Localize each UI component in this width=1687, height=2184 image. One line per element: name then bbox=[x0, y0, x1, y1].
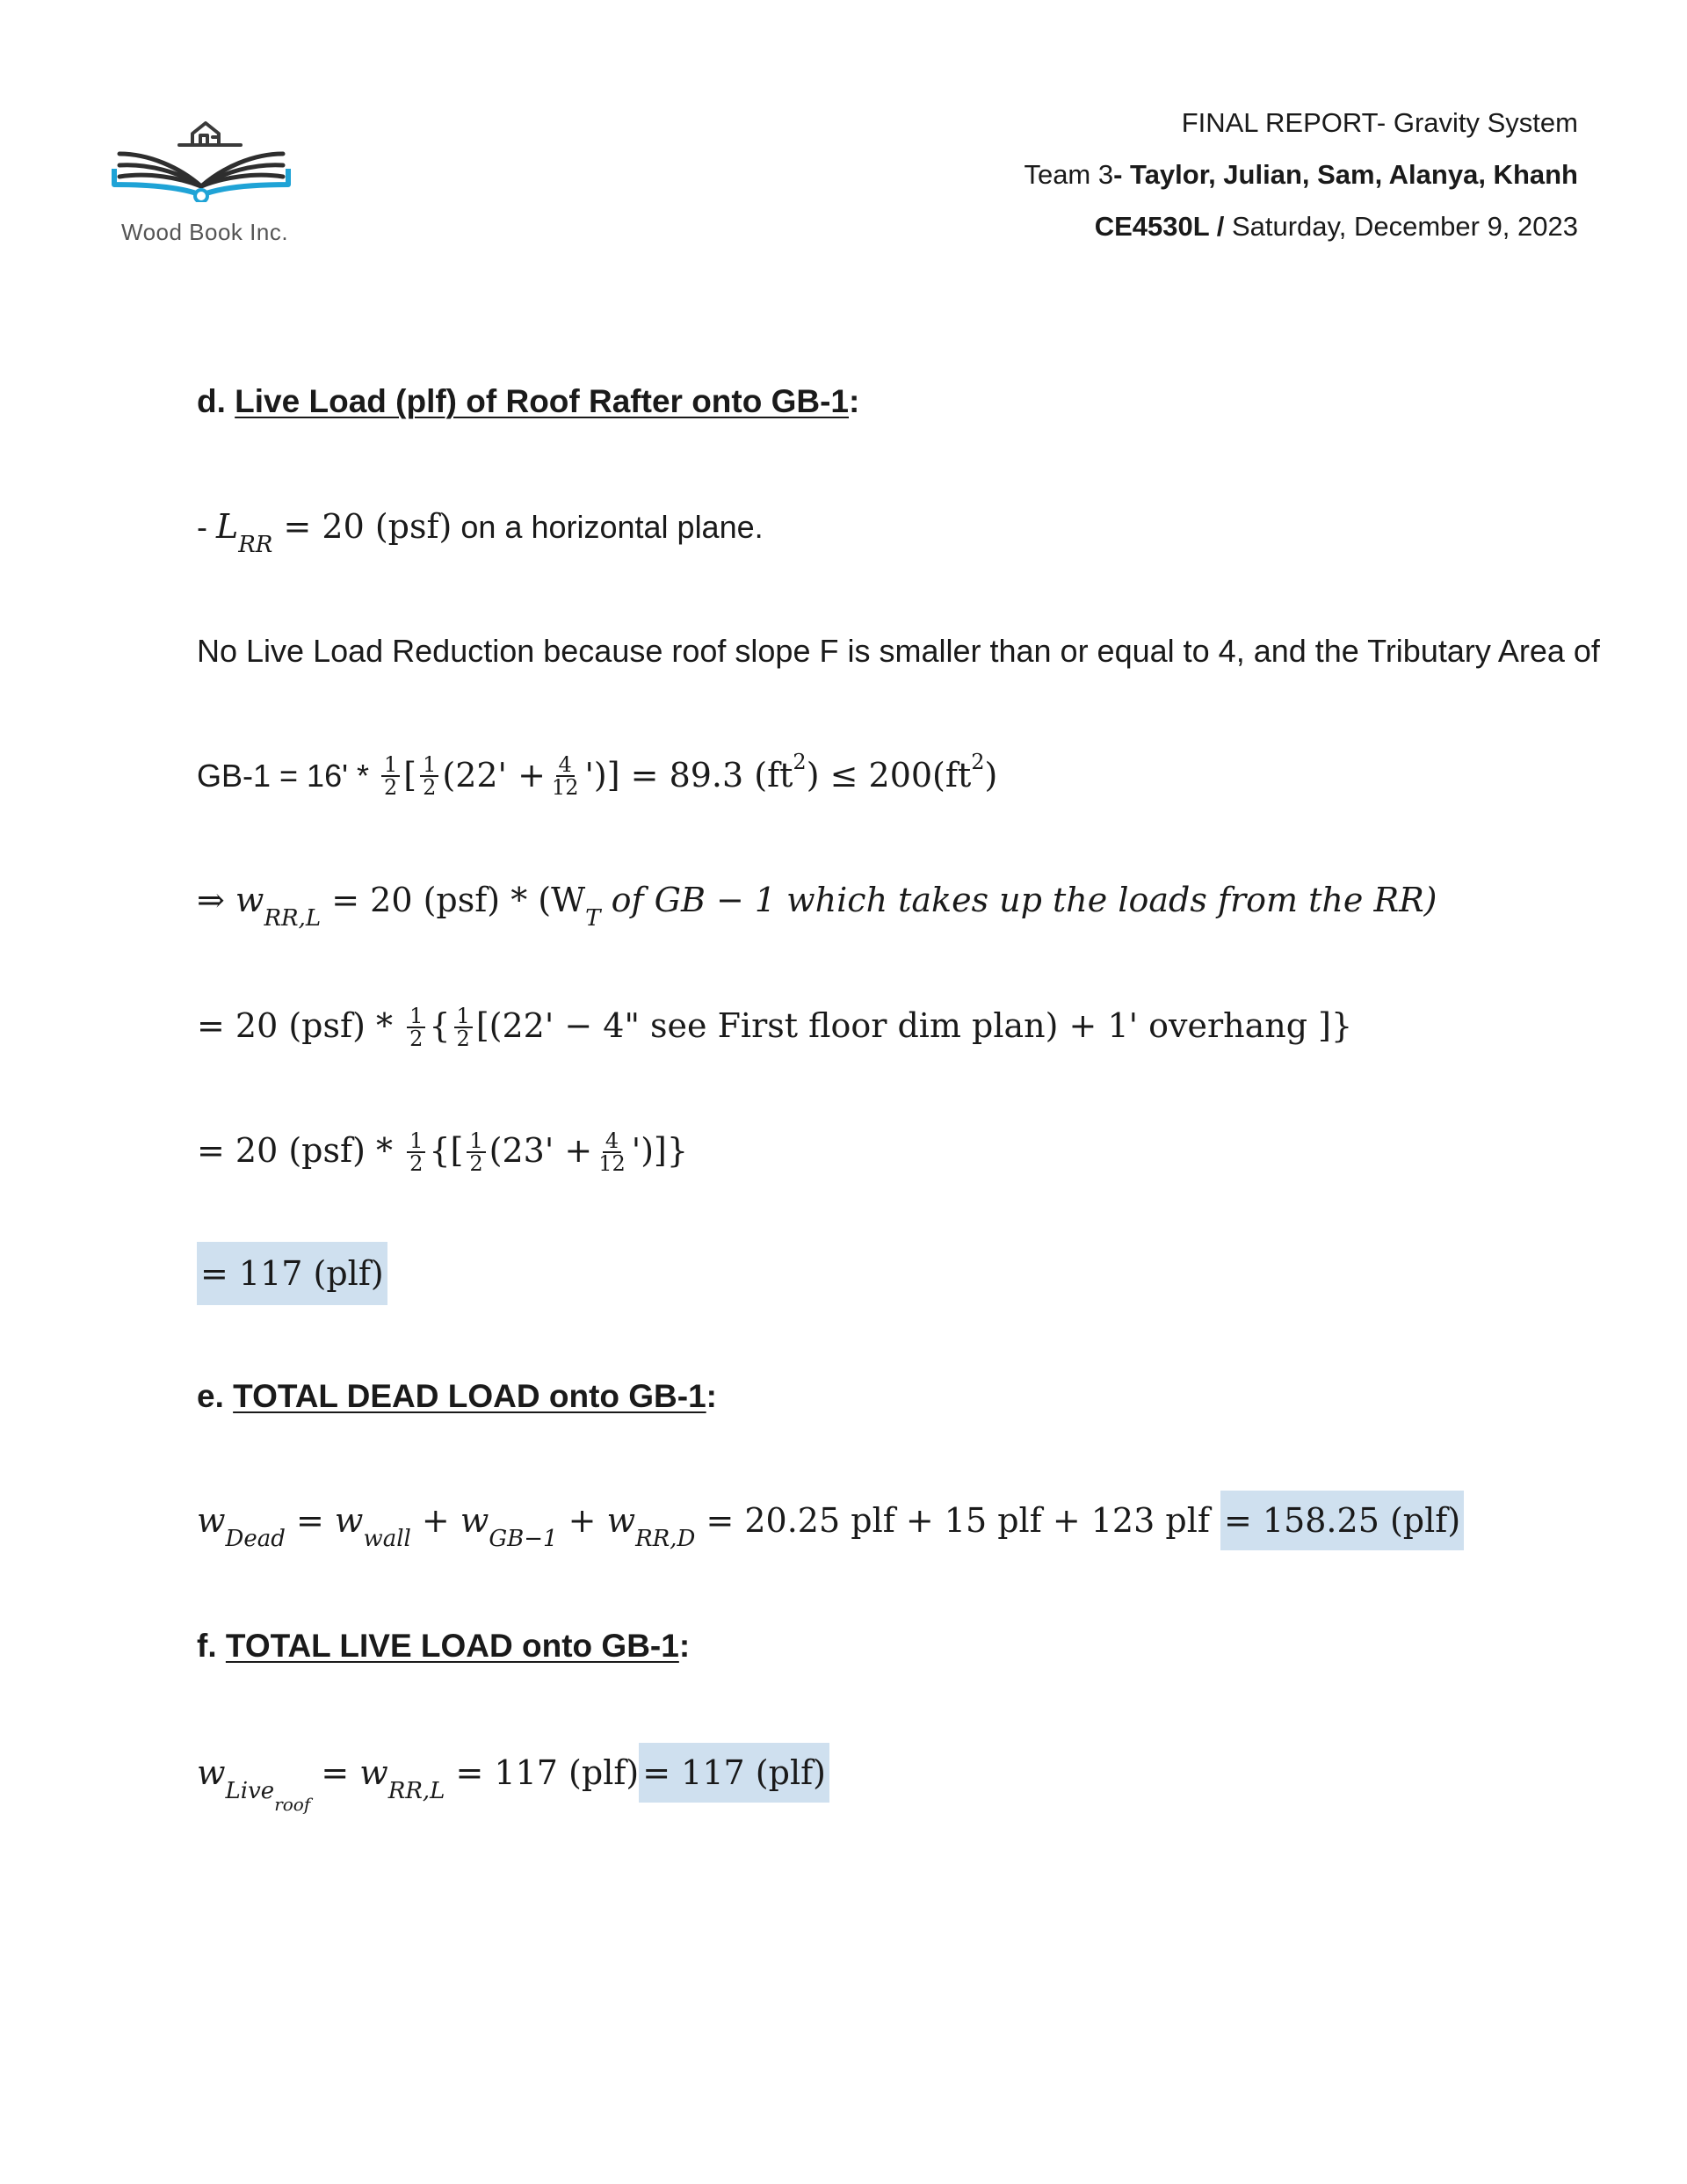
subscript-rrl: RR,L bbox=[387, 1778, 445, 1804]
denominator: 2 bbox=[409, 1026, 424, 1051]
fraction-half bbox=[420, 751, 438, 800]
numerator: 1 bbox=[381, 754, 400, 777]
psf-start: = 20 (psf) * bbox=[197, 1131, 393, 1170]
section-d-letter: d. bbox=[197, 383, 226, 419]
denominator: 2 bbox=[469, 1150, 483, 1176]
denominator: 2 bbox=[409, 1150, 424, 1176]
numerator: 1 bbox=[454, 1005, 473, 1028]
area-result: ')] = 89.3 (ft bbox=[584, 756, 793, 795]
area-limit: ) ≤ 200(ft bbox=[806, 756, 972, 795]
course-date-line bbox=[1095, 211, 1578, 243]
fraction-half bbox=[407, 1005, 425, 1049]
exponent: 2 bbox=[793, 750, 807, 774]
course-code: CE4530L / bbox=[1094, 211, 1225, 242]
section-e-title: TOTAL DEAD LOAD onto GB-1 bbox=[233, 1378, 706, 1414]
denominator: 12 bbox=[551, 774, 579, 800]
span-expansion: [(22' − 4" see First floor dim plan) + 1' overhang ]} bbox=[475, 1006, 1353, 1045]
section-f-letter: f. bbox=[197, 1628, 217, 1664]
subscript-wall: wall bbox=[363, 1526, 411, 1552]
book-house-logo-icon bbox=[109, 105, 293, 202]
company-logo bbox=[109, 105, 293, 245]
section-f-colon: : bbox=[678, 1628, 691, 1664]
section-e-colon: : bbox=[706, 1378, 717, 1414]
subscript-rrd: RR,D bbox=[635, 1526, 696, 1552]
numerator: 4 bbox=[603, 1130, 621, 1153]
wt-description: of GB − 1 which takes up the loads from the RR) bbox=[600, 881, 1437, 919]
plus-w: + w bbox=[557, 1501, 636, 1540]
numerator: 1 bbox=[420, 754, 438, 777]
paren-close: ) bbox=[984, 756, 998, 795]
implies-w: ⇒ w bbox=[197, 881, 264, 919]
section-f-title: TOTAL LIVE LOAD onto GB-1 bbox=[225, 1628, 679, 1664]
live-load-total-result: = 117 (plf) bbox=[639, 1743, 829, 1803]
psf-start: = 20 (psf) * bbox=[197, 1006, 393, 1045]
live-load-value: = 117 (plf) bbox=[445, 1753, 640, 1792]
reduction-note: No Live Load Reduction because roof slope F is smaller than or equal to 4, and the Tributary Area of bbox=[197, 633, 1600, 669]
dead-load-sum: = 20.25 plf + 15 plf + 123 plf bbox=[695, 1501, 1220, 1540]
denominator: 2 bbox=[383, 774, 398, 800]
numerator: 1 bbox=[467, 1130, 485, 1153]
brace: { bbox=[429, 1006, 451, 1045]
section-d-heading bbox=[197, 383, 859, 420]
logo-text: Wood Book Inc. bbox=[121, 219, 289, 245]
team-label: Team 3 bbox=[1024, 159, 1114, 190]
tributary-area-equation bbox=[197, 750, 998, 801]
subscript-T: T bbox=[585, 905, 601, 932]
live-load-result: = 117 (plf) bbox=[197, 1242, 387, 1305]
span-open: (22' + bbox=[442, 756, 546, 795]
roof-live-load-line bbox=[197, 505, 764, 558]
plane-text: on a horizontal plane. bbox=[452, 509, 764, 545]
live-load-equation bbox=[197, 1752, 829, 1815]
section-d-colon: : bbox=[849, 383, 860, 419]
w-symbol: w bbox=[197, 1501, 226, 1540]
report-date: Saturday, December 9, 2023 bbox=[1224, 211, 1578, 242]
denominator: 2 bbox=[456, 1026, 470, 1051]
eq-w: = w bbox=[285, 1501, 364, 1540]
w-rrl-expansion bbox=[197, 1005, 1352, 1051]
section-d-title: Live Load (plf) of Roof Rafter onto GB-1 bbox=[235, 383, 849, 419]
numerator: 4 bbox=[556, 754, 575, 777]
psf-times-w: = 20 (psf) * (W bbox=[321, 881, 586, 919]
section-e-letter: e. bbox=[197, 1378, 224, 1414]
w-rrl-definition bbox=[197, 879, 1437, 932]
report-title: FINAL REPORT- Gravity System bbox=[1181, 107, 1578, 138]
denominator: 2 bbox=[423, 774, 437, 800]
fraction-half bbox=[381, 751, 400, 800]
subscript-dead: Dead bbox=[225, 1526, 286, 1552]
subscript-roof: roof bbox=[274, 1794, 311, 1815]
subscript-rrl: RR,L bbox=[264, 905, 322, 932]
exponent: 2 bbox=[971, 750, 985, 774]
dash: - bbox=[197, 509, 216, 545]
section-e-heading bbox=[197, 1378, 717, 1415]
dead-load-equation bbox=[197, 1499, 1464, 1552]
subscript-RR: RR bbox=[238, 532, 273, 558]
gb1-prefix: GB-1 = 16' * bbox=[197, 758, 378, 794]
bracket: [ bbox=[403, 756, 417, 795]
symbol-L: L bbox=[216, 507, 239, 546]
eq-w: = w bbox=[310, 1753, 388, 1792]
close-brackets: ')]} bbox=[631, 1131, 689, 1170]
dead-load-result: = 158.25 (plf) bbox=[1220, 1491, 1464, 1550]
w-rrl-simplified bbox=[197, 1129, 688, 1176]
w-symbol: w bbox=[197, 1753, 226, 1792]
plus-w: + w bbox=[410, 1501, 489, 1540]
brace: {[ bbox=[429, 1131, 464, 1170]
fraction-4-12 bbox=[596, 1130, 628, 1174]
fraction-half bbox=[407, 1130, 425, 1174]
numerator: 1 bbox=[407, 1005, 425, 1028]
subscript-live: Live bbox=[225, 1778, 275, 1804]
span-23: (23' + bbox=[489, 1131, 593, 1170]
fraction-4-12 bbox=[549, 751, 582, 800]
denominator: 12 bbox=[598, 1150, 626, 1176]
fraction-half bbox=[454, 1005, 473, 1049]
team-members: - Taylor, Julian, Sam, Alanya, Khanh bbox=[1113, 159, 1578, 190]
numerator: 1 bbox=[407, 1130, 425, 1153]
team-line bbox=[1024, 159, 1578, 191]
subscript-gb1: GB−1 bbox=[489, 1526, 558, 1552]
live-load-value: = 20 (psf) bbox=[272, 507, 453, 546]
section-f-heading bbox=[197, 1628, 690, 1665]
fraction-half bbox=[467, 1130, 485, 1174]
